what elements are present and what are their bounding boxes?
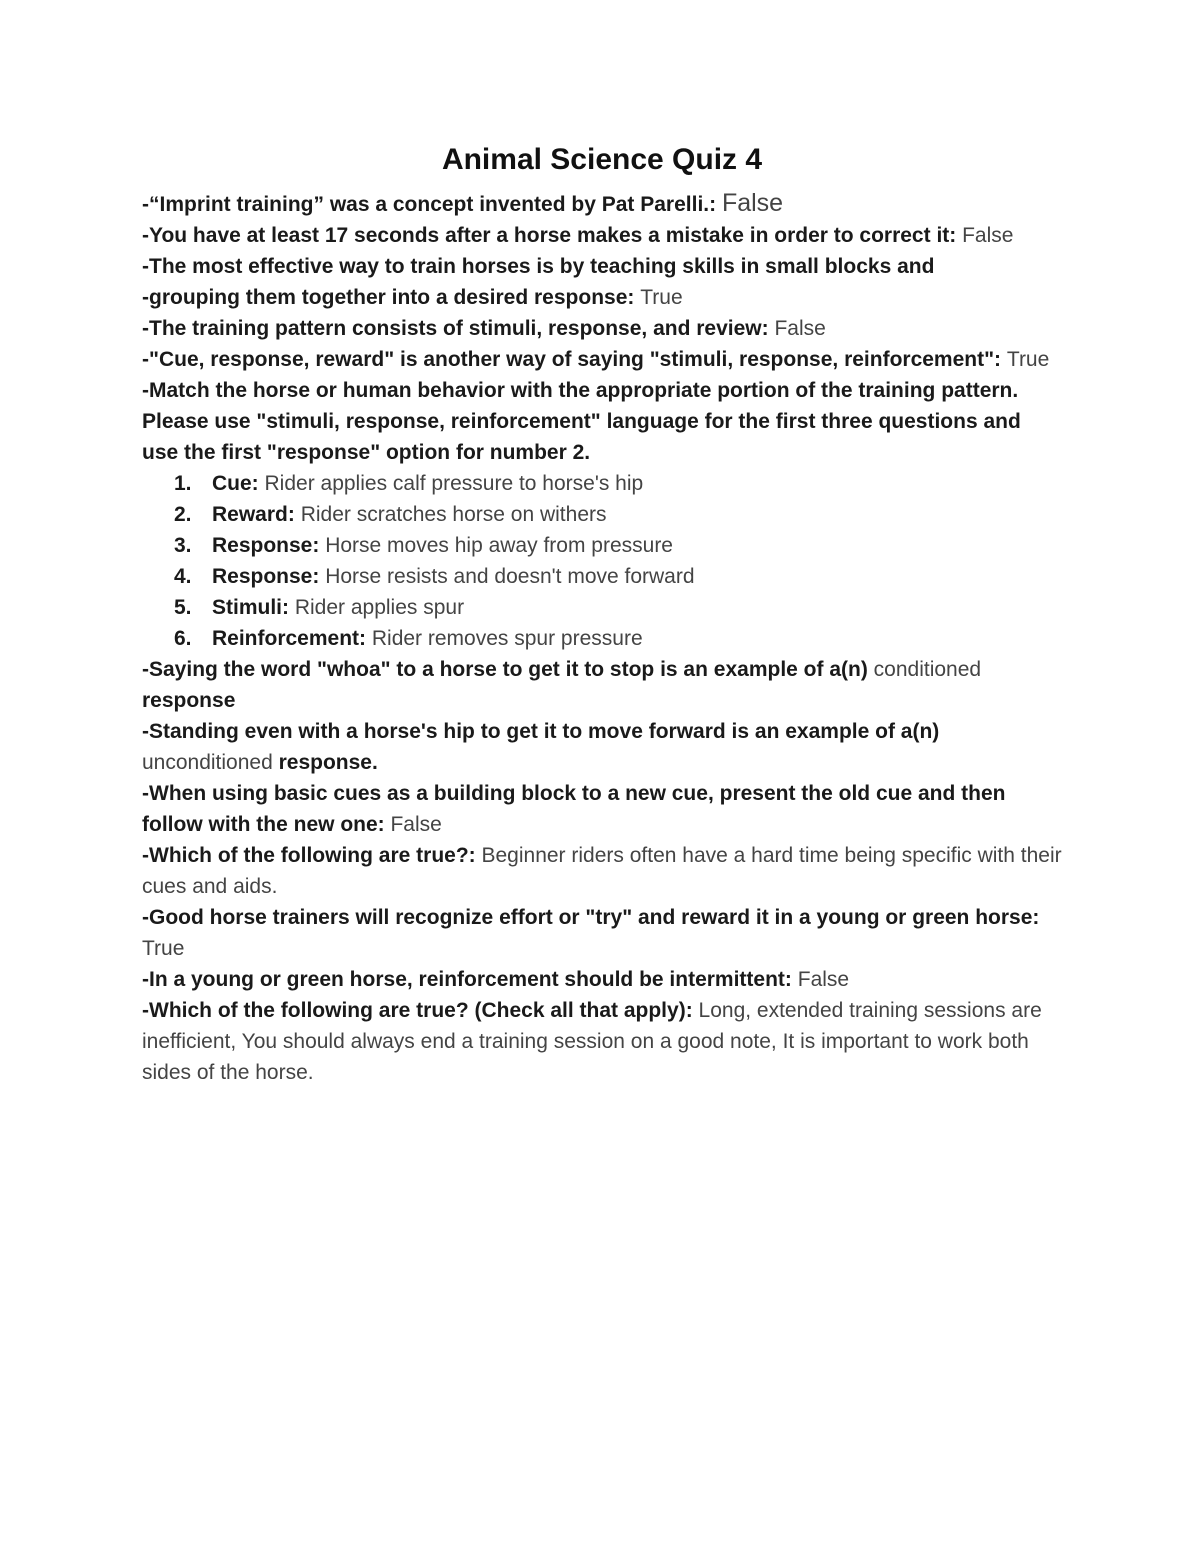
list-number: 4. (174, 565, 192, 588)
list-term: Stimuli: (212, 596, 289, 619)
question-text: -Which of the following are true? (Check all that apply): (142, 999, 699, 1022)
list-description: Horse moves hip away from pressure (319, 534, 673, 557)
answer-text: False (797, 968, 850, 991)
list-description: Rider applies calf pressure to horse's hip (258, 472, 644, 495)
quiz-item-10 (142, 778, 1062, 840)
question-text: -In a young or green horse, reinforcement should be intermittent: (142, 968, 798, 991)
quiz-item-14 (142, 995, 1062, 1088)
list-number: 6. (174, 627, 192, 650)
quiz-item-3 (142, 251, 1062, 282)
answer-tail: response (142, 689, 236, 712)
page-title: Animal Science Quiz 4 (441, 143, 763, 176)
quiz-item-12 (142, 902, 1062, 964)
answer-text: True (640, 286, 683, 309)
list-term: Cue: (212, 472, 259, 495)
answer-text: Long, extended training sessions are inefficient, You should always end a training session on a good note, It is important to work both sides of the horse. (142, 999, 1042, 1084)
quiz-item-9 (142, 716, 1062, 778)
question-text: -Which of the following are true?: (142, 844, 482, 867)
list-number: 2. (174, 503, 192, 526)
quiz-item-6 (142, 344, 1062, 375)
question-text: -“Imprint training” was a concept invented by Pat Parelli.: (142, 193, 722, 216)
answer-text: False (774, 317, 826, 340)
question-text: -Standing even with a horse's hip to get it to move forward is an example of a(n) (142, 720, 940, 743)
list-description: Rider applies spur (289, 596, 465, 619)
question-text: -"Cue, response, reward" is another way of saying "stimuli, response, reinforcement": (142, 348, 1007, 371)
quiz-item-2 (142, 220, 1062, 251)
question-text: -Match the horse or human behavior with the appropriate portion of the training pattern. Please use "stimuli, response, reinforcement" language for the first three questions and use the first "response" option for number 2. (142, 379, 1021, 464)
list-description: Horse resists and doesn't move forward (319, 565, 695, 588)
answer-tail: response. (272, 751, 378, 774)
quiz-item-7 (142, 375, 1062, 468)
quiz-item-5 (142, 313, 1062, 344)
list-number: 3. (174, 534, 192, 557)
list-term: Response: (212, 565, 320, 588)
list-item (174, 623, 1062, 654)
answer-text: False (721, 189, 784, 217)
question-text: -Good horse trainers will recognize effort or "try" and reward it in a young or green horse: (142, 906, 1040, 929)
answer-text: False (390, 813, 442, 836)
list-term: Reward: (212, 503, 295, 526)
list-item (174, 592, 1062, 623)
question-text: -grouping them together into a desired response: (142, 286, 641, 309)
quiz-item-1 (142, 188, 1062, 220)
quiz-item-11 (142, 840, 1062, 902)
list-term: Response: (212, 534, 320, 557)
list-number: 5. (174, 596, 192, 619)
quiz-item-13 (142, 964, 1062, 995)
list-number: 1. (174, 472, 192, 495)
question-text: -When using basic cues as a building block to a new cue, present the old cue and then follow with the new one: (142, 782, 1006, 836)
question-text: -The training pattern consists of stimuli, response, and review: (142, 317, 775, 340)
answer-text: Beginner riders often have a hard time being specific with their cues and aids. (142, 844, 1062, 898)
answer-text: True (1006, 348, 1050, 371)
answer-text: unconditioned (142, 751, 273, 774)
list-term: Reinforcement: (212, 627, 367, 650)
quiz-item-4 (142, 282, 1062, 313)
answer-text: True (142, 937, 185, 960)
list-item (174, 499, 1062, 530)
list-description: Rider removes spur pressure (366, 627, 643, 650)
list-description: Rider scratches horse on withers (294, 503, 607, 526)
answer-text: False (962, 224, 1014, 247)
answer-text: conditioned (873, 658, 982, 681)
training-pattern-list (142, 468, 1062, 654)
list-item (174, 468, 1062, 499)
question-text: -Saying the word "whoa" to a horse to get it to stop is an example of a(n) (142, 658, 874, 681)
question-text: -You have at least 17 seconds after a horse makes a mistake in order to correct it: (142, 224, 963, 247)
quiz-item-8 (142, 654, 1062, 716)
list-item (174, 530, 1062, 561)
question-text: -The most effective way to train horses is by teaching skills in small blocks and (142, 255, 935, 278)
list-item (174, 561, 1062, 592)
document-page (142, 138, 1062, 1088)
